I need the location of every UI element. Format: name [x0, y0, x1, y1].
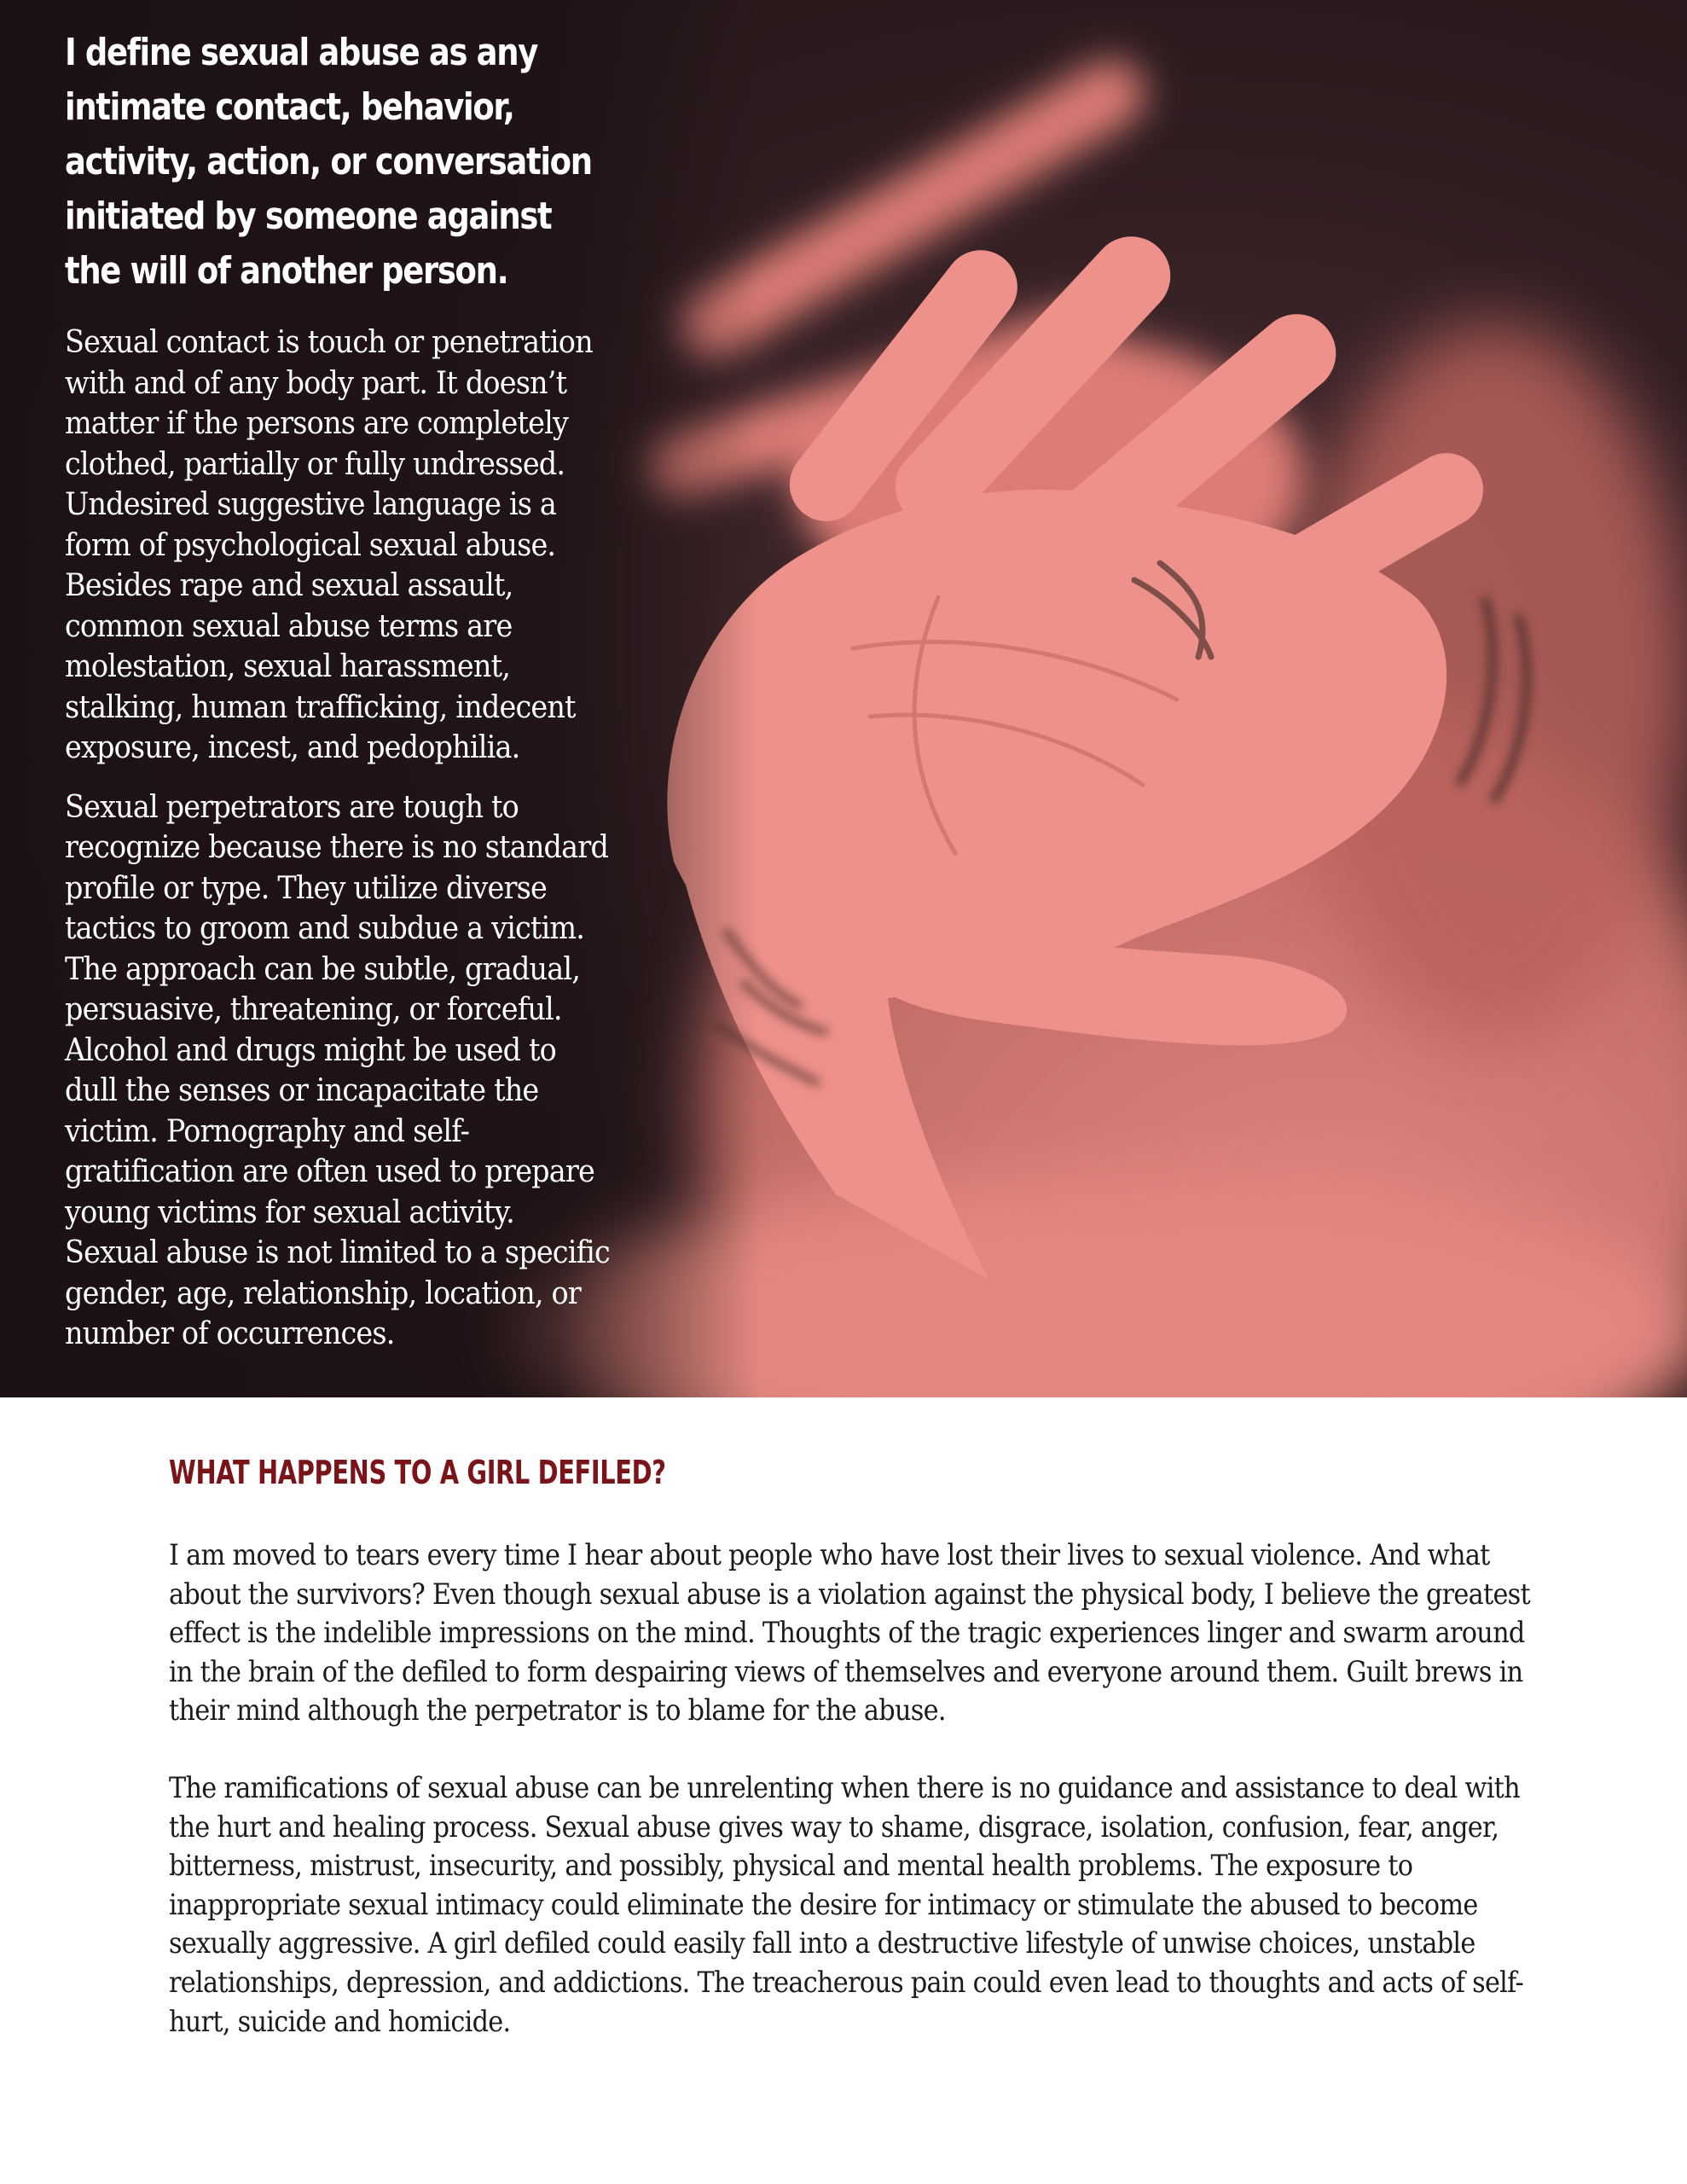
section-title: WHAT HAPPENS TO A GIRL DEFILED? [169, 1454, 666, 1491]
hero-paragraph-1: Sexual contact is touch or penetration with and of any body part. It doesn’t matter if the persons are completely clothed, partially or fully undressed. Undesired suggestive language is a form of psychological sexual abuse. Besides rape and sexual assault, common sexual abuse terms are molestation, sexual harassment, stalking, human trafficking, indecent exposure, incest, and pedophilia. [65, 325, 593, 765]
article-paragraph-1: I am moved to tears every time I hear about people who have lost their lives to sexual violence. And what about the survivors? Even though sexual abuse is a violation against the physical body, I believe the greatest effect is the indelible impressions on the mind. Thoughts of the tragic experiences linger and swarm around in the brain of the defiled to form despairing views of themselves and everyone around them. Guilt brews in their mind although the perpetrator is to blame for the abuse. [169, 1538, 1530, 1728]
hero-heading: I define sexual abuse as any intimate contact, behavior, activity, action, or conversation initiated by someone against the will of another person. [65, 31, 592, 293]
hero-paragraph-2: Sexual perpetrators are tough to recognize because there is no standard profile or type. They utilize diverse tactics to groom and subdue a victim. The approach can be subtle, gradual, persuasive, threatening, or forceful. Alcohol and drugs might be used to dull the senses or incapacitate the victim. Pornography and self-gratification are often used to prepare young victims for sexual activity. Sexual abuse is not limited to a specific gender, age, relationship, location, or number of occurrences. [65, 789, 610, 1351]
hero-text-block [65, 26, 611, 1374]
article-paragraph-2: The ramifications of sexual abuse can be unrelenting when there is no guidance and assistance to deal with the hurt and healing process. Sexual abuse gives way to shame, disgrace, isolation, confusion, fear, anger, bitterness, mistrust, insecurity, and possibly, physical and mental health problems. The exposure to inappropriate sexual intimacy could eliminate the desire for intimacy or stimulate the abused to become sexually aggressive. A girl defiled could easily fall into a destructive lifestyle of unwise choices, unstable relationships, depression, and addictions. The treacherous pain could even lead to thoughts and acts of self-hurt, suicide and homicide. [169, 1770, 1524, 2038]
article-section [169, 1450, 1533, 2079]
